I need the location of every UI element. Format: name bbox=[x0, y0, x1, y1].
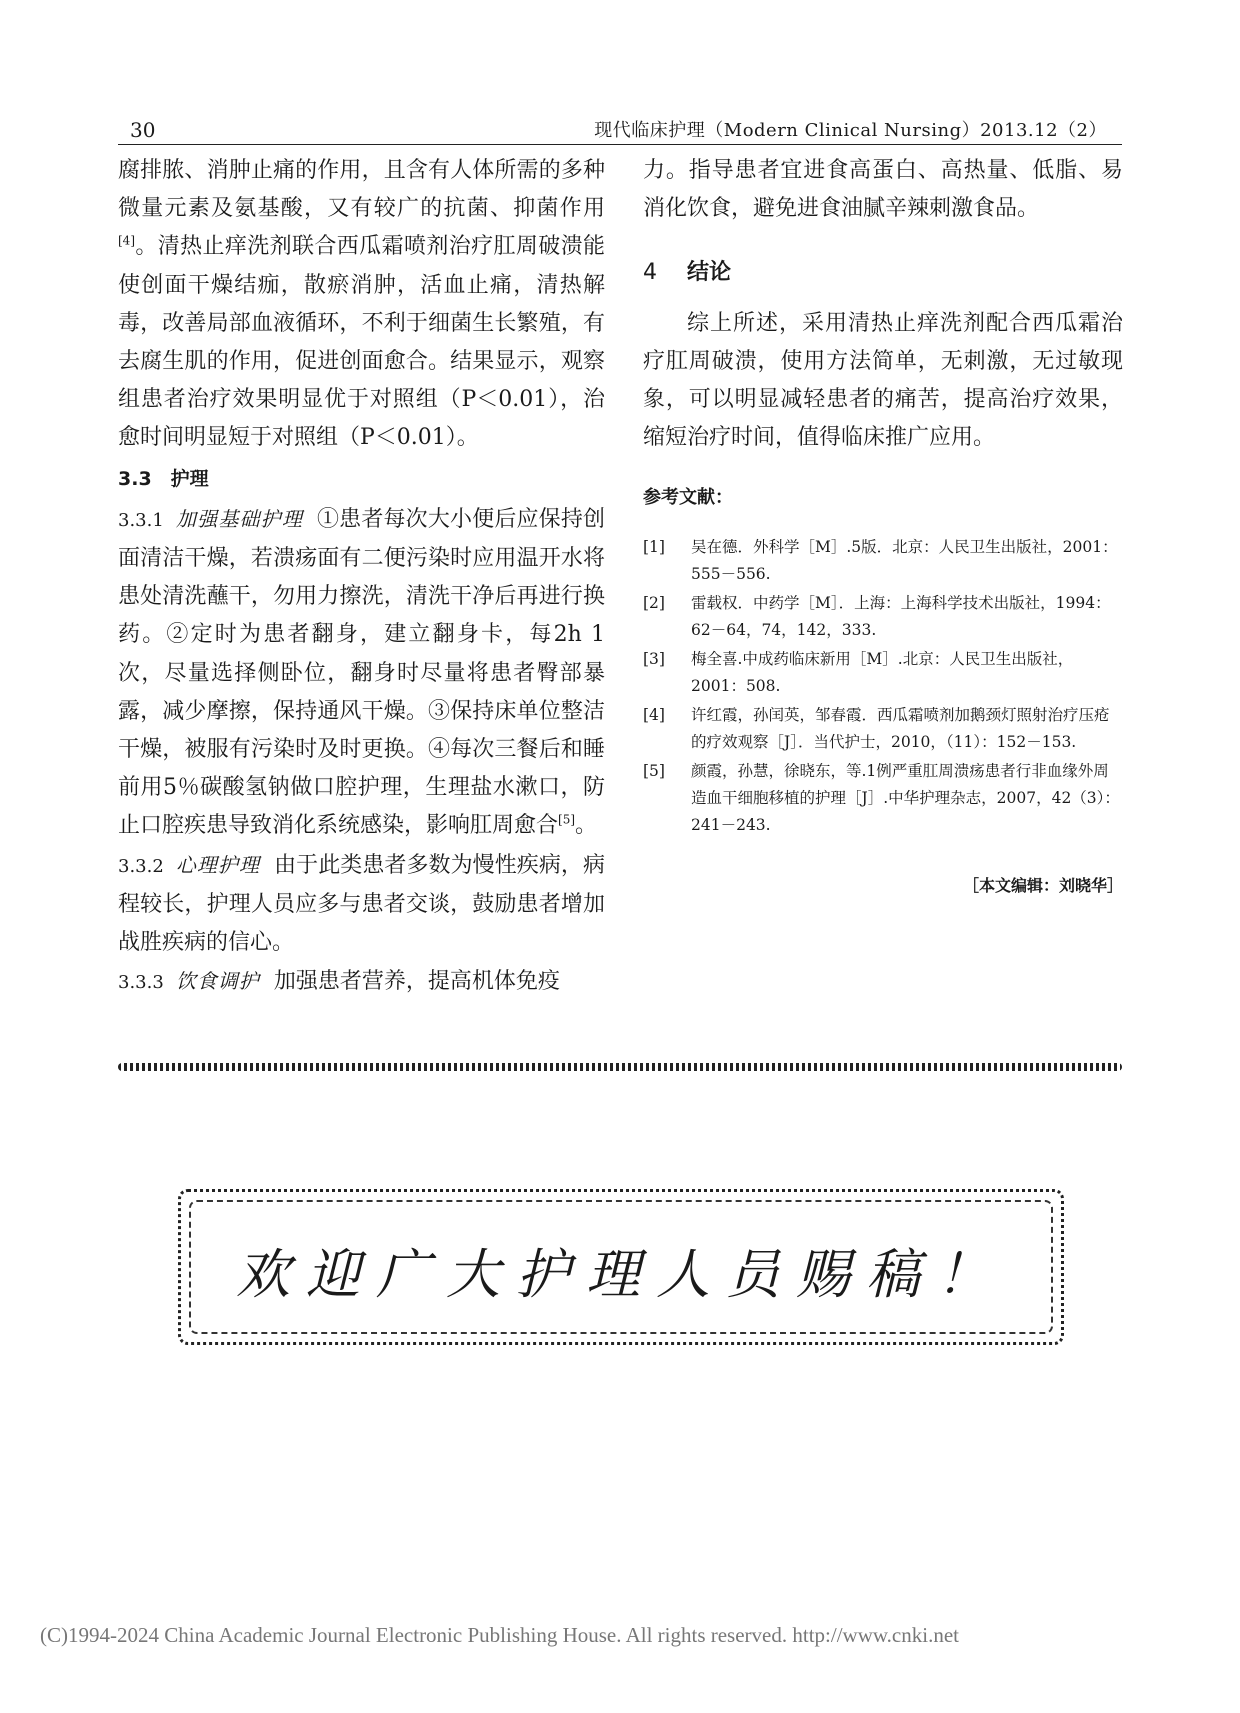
reference-number: [4] bbox=[643, 705, 665, 724]
ornamental-divider bbox=[118, 1063, 1122, 1071]
citation-ref: [5] bbox=[558, 813, 576, 828]
reference-number: [5] bbox=[643, 761, 665, 780]
paragraph-conclusion: 综上所述，采用清热止痒洗剂配合西瓜霜治疗肛周破溃，使用方法简单，无刺激，无过敏现象，可以明显减轻患者的痛苦，提高治疗效果，缩短治疗时间，值得临床推广应用。 bbox=[643, 310, 1123, 451]
page-number: 30 bbox=[130, 118, 156, 142]
editor-credit: ［本文编辑：刘晓华］ bbox=[962, 875, 1123, 895]
left-column bbox=[118, 152, 605, 1002]
subsection-keyword: 加强基础护理 bbox=[175, 506, 303, 531]
right-column bbox=[643, 152, 1123, 905]
citation-ref: [4] bbox=[118, 234, 135, 249]
reference-item bbox=[643, 534, 1123, 588]
subsection-3-3-1 bbox=[118, 500, 605, 846]
running-head: 现代临床护理（Modern Clinical Nursing）2013.12（2） bbox=[594, 120, 1107, 141]
subsection-number: 3.3.2 bbox=[118, 855, 164, 877]
header-rule bbox=[118, 144, 1122, 145]
section-heading-3-3: 3.3 护理 bbox=[118, 467, 209, 490]
reference-number: [2] bbox=[643, 593, 665, 612]
reference-text: 梅全喜.中成药临床新用［M］.北京：人民卫生出版社，2001：508. bbox=[691, 649, 1074, 695]
call-for-papers-banner: 欢迎广大护理人员赐稿！ bbox=[236, 1243, 1006, 1306]
subsection-number: 3.3.3 bbox=[118, 972, 164, 994]
reference-text: 许红霞，孙闰英，邹春霞．西瓜霜喷剂加鹅颈灯照射治疗压疮的疗效观察［J］．当代护士，2010，（11）：152－153. bbox=[691, 705, 1110, 751]
subsection-keyword: 饮食调护 bbox=[175, 969, 260, 994]
subsection-3-3-3 bbox=[118, 962, 605, 1002]
paragraph-text: 腐排脓、消肿止痛的作用，且含有人体所需的多种微量元素及氨基酸，又有较广的抗菌、抑菌作用 bbox=[118, 158, 605, 222]
section-heading-4 bbox=[643, 254, 1123, 292]
reference-item bbox=[643, 646, 1123, 700]
paragraph-text: 由于此类患者多数为慢性疾病，病程较长，护理人员应多与患者交谈，鼓励患者增加战胜疾病的信心。 bbox=[118, 852, 605, 956]
paragraph-discussion bbox=[118, 152, 605, 458]
section-number: 4 bbox=[643, 260, 657, 286]
reference-item bbox=[643, 758, 1123, 839]
copyright-footer: (C)1994-2024 China Academic Journal Electronic Publishing House. All rights reserved. http://www.cnki.net bbox=[40, 1623, 959, 1647]
reference-text: 雷载权．中药学［M］．上海：上海科学技术出版社，1994：62－64，74，142，333. bbox=[691, 593, 1111, 639]
subsection-number: 3.3.1 bbox=[118, 509, 164, 531]
subsection-keyword: 心理护理 bbox=[175, 852, 261, 877]
reference-number: [1] bbox=[643, 537, 665, 556]
paragraph-text: 。清热止痒洗剂联合西瓜霜喷剂治疗肛周破溃能使创面干燥结痂，散瘀消肿，活血止痛，清热解毒，改善局部血液循环，不利于细菌生长繁殖，有去腐生肌的作用，促进创面愈合。结果显示，观察组患者治疗效果明显优于对照组（P＜0.01），治愈时间明显短于对照组（P＜0.01）。 bbox=[118, 234, 605, 451]
subsection-3-3-2 bbox=[118, 846, 605, 963]
section-title: 结论 bbox=[687, 260, 732, 286]
reference-text: 颜霞，孙慧，徐晓东，等.1例严重肛周溃疡患者行非血缘外周造血干细胞移植的护理［J］.中华护理杂志，2007，42（3）：241－243. bbox=[691, 761, 1120, 834]
paragraph-text: ①患者每次大小便后应保持创面清洁干燥，若溃疡面有二便污染时应用温开水将患处清洗蘸干，勿用力擦洗，清洗干净后再进行换药。②定时为患者翻身，建立翻身卡，每2h 1次，尽量选择侧卧位，翻身时尽量将患者臀部暴露，减少摩擦，保持通风干燥。③保持床单位整洁干燥，被服有污染时及时更换。④每次三餐后和睡前用5％碳酸氢钠做口腔护理，生理盐水漱口，防止口腔疾患导致消化系统感染，影响肛周愈合 bbox=[118, 506, 605, 839]
reference-text: 吴在德．外科学［M］.5版．北京：人民卫生出版社，2001：555－556. bbox=[691, 537, 1118, 583]
reference-number: [3] bbox=[643, 649, 665, 668]
paragraph-text: 。 bbox=[575, 813, 598, 839]
reference-list bbox=[643, 534, 1123, 839]
paragraph-continued: 力。指导患者宜进食高蛋白、高热量、低脂、易消化饮食，避免进食油腻辛辣刺激食品。 bbox=[643, 158, 1123, 222]
reference-item bbox=[643, 702, 1123, 756]
paragraph-text: 加强患者营养，提高机体免疫 bbox=[273, 969, 560, 995]
references-heading: 参考文献： bbox=[643, 487, 733, 509]
reference-item bbox=[643, 590, 1123, 644]
